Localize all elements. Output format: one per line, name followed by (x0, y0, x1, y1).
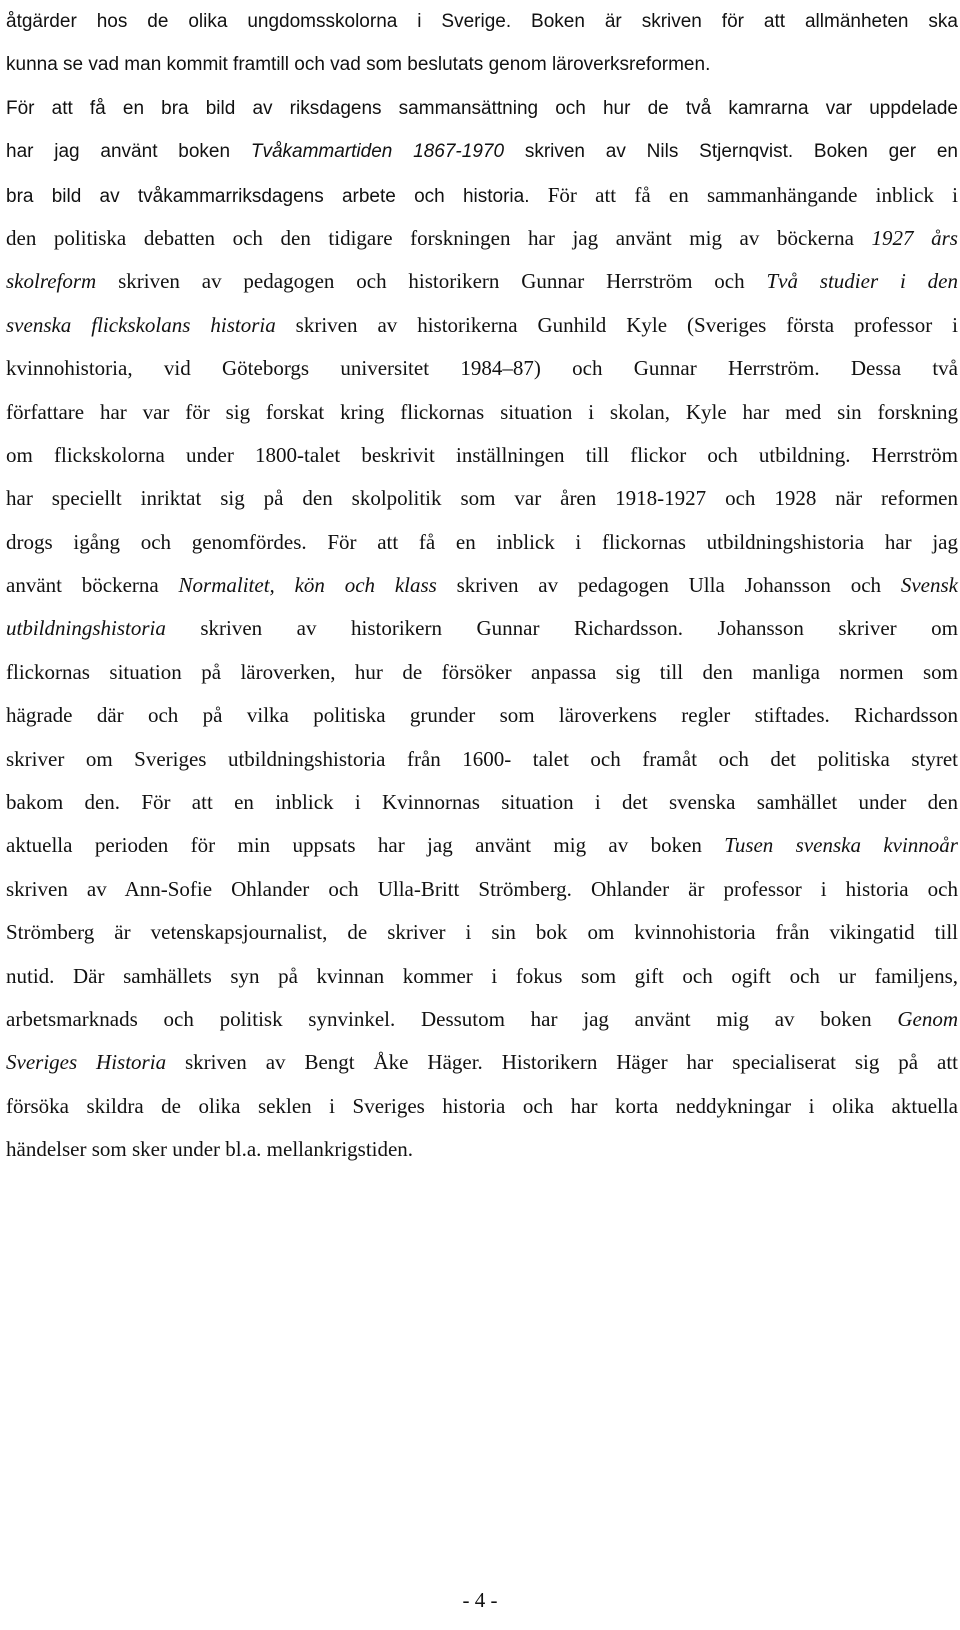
text-segment: aktuella perioden för min uppsats har jag använt mig av boken (6, 833, 725, 858)
text-segment: drogs igång och genomfördes. För att få en inblick i flickornas utbildningshistoria har jag (6, 529, 958, 554)
book-title-text: skolreform (6, 269, 97, 294)
book-title-text: svenska flickskolans historia (6, 312, 276, 337)
text-segment: skriven av Bengt Åke Häger. Historikern Häger har specialiserat sig på att (166, 1050, 959, 1075)
text-segment: För att få en bra bild av riksdagens sammansättning och hur de två kamrarna var uppdelade (6, 97, 958, 119)
text-line (6, 1041, 958, 1084)
text-line (6, 955, 958, 998)
text-line (6, 824, 958, 867)
text-segment: För att få en sammanhängande inblick i (547, 182, 958, 207)
text-segment: kunna se vad man kommit framtill och vad som beslutats genom läroverksreformen. (6, 54, 711, 76)
text-segment: använt böckerna (6, 573, 179, 598)
text-line (6, 564, 958, 607)
text-line (6, 260, 958, 303)
text-segment: den politiska debatten och den tidigare forskningen har jag använt mig av böckerna (6, 225, 872, 250)
text-line (6, 607, 958, 650)
text-line (6, 998, 958, 1041)
text-segment: åtgärder hos de olika ungdomsskolorna i Sverige. Boken är skriven för att allmänheten ska (6, 11, 958, 32)
text-segment: nutid. Där samhällets syn på kvinnan kommer i fokus som gift och ogift och ur familjens, (6, 963, 958, 988)
book-title-text: Tusen svenska kvinnoår (724, 833, 958, 858)
text-line (6, 781, 958, 824)
text-line (6, 347, 958, 390)
text-segment: skriven av pedagogen och historikern Gunnar Herrström och (96, 269, 767, 294)
text-line (6, 1128, 958, 1171)
text-line (6, 694, 958, 737)
text-segment: Strömberg är vetenskapsjournalist, de skriver i sin bok om kvinnohistoria från vikingatid till (6, 920, 958, 945)
text-segment: har jag använt boken (6, 141, 251, 163)
book-title-text: Tvåkammartiden 1867-1970 (250, 141, 505, 163)
text-line (6, 130, 958, 173)
text-segment: författare har var för sig forskat kring flickornas situation i skolan, Kyle har med sin forskning (6, 399, 958, 424)
text-line (6, 43, 958, 86)
text-segment: händelser som sker under bl.a. mellankrigstiden. (6, 1137, 414, 1162)
text-line (6, 1085, 958, 1128)
text-line (6, 868, 958, 911)
text-line (6, 0, 958, 43)
text-line (6, 391, 958, 434)
book-title-text: Svensk (900, 573, 958, 598)
text-segment: skriver om Sveriges utbildningshistoria från 1600- talet och framåt och det politiska styret (6, 746, 958, 771)
text-segment: skriven av pedagogen Ulla Johansson och (436, 573, 901, 598)
text-line (6, 217, 958, 260)
text-segment: har speciellt inriktat sig på den skolpolitik som var åren 1918-1927 och 1928 när reformen (6, 486, 958, 511)
text-line (6, 477, 958, 520)
book-title-text: 1927 års (871, 225, 958, 250)
text-segment: kvinnohistoria, vid Göteborgs universitet 1984–87) och Gunnar Herrström. Dessa två (6, 356, 958, 381)
text-segment: flickornas situation på läroverken, hur de försöker anpassa sig till den manliga normen som (6, 659, 958, 684)
book-title-text: Normalitet, kön och klass (178, 573, 437, 598)
body-text (6, 0, 958, 1172)
text-line (6, 521, 958, 564)
text-line (6, 434, 958, 477)
book-title-text: Sveriges Historia (6, 1050, 167, 1075)
text-line (6, 304, 958, 347)
page-number: - 4 - (462, 1588, 498, 1612)
text-segment: skriven av historikern Gunnar Richardsson. Johansson skriver om (165, 616, 958, 641)
text-segment: skriven av Ann-Sofie Ohlander och Ulla-Britt Strömberg. Ohlander är professor i historia och (6, 876, 958, 901)
text-segment: försöka skildra de olika seklen i Sveriges historia och har korta neddykningar i olika aktuella (6, 1093, 958, 1118)
text-line (6, 651, 958, 694)
book-title-text: Två studier i den (766, 269, 958, 294)
book-title-text: Genom (897, 1006, 958, 1031)
text-segment: om flickskolorna under 1800-talet beskrivit inställningen till flickor och utbildning. Herrström (6, 442, 958, 467)
text-line (6, 911, 958, 954)
text-segment: hägrade där och på vilka politiska grunder som läroverkens regler stiftades. Richardsson (6, 703, 958, 728)
text-segment: arbetsmarknads och politisk synvinkel. Dessutom har jag använt mig av boken (6, 1006, 898, 1031)
text-segment: bra bild av tvåkammarriksdagens arbete och historia. (6, 185, 548, 207)
text-line (6, 738, 958, 781)
book-title-text: utbildningshistoria (6, 616, 166, 641)
text-segment: skriven av Nils Stjernqvist. Boken ger en (504, 141, 959, 163)
text-line (6, 174, 958, 217)
text-line (6, 87, 958, 130)
text-segment: bakom den. För att en inblick i Kvinnornas situation i det svenska samhället under den (6, 790, 958, 815)
text-segment: skriven av historikerna Gunhild Kyle (Sveriges första professor i (275, 312, 958, 337)
